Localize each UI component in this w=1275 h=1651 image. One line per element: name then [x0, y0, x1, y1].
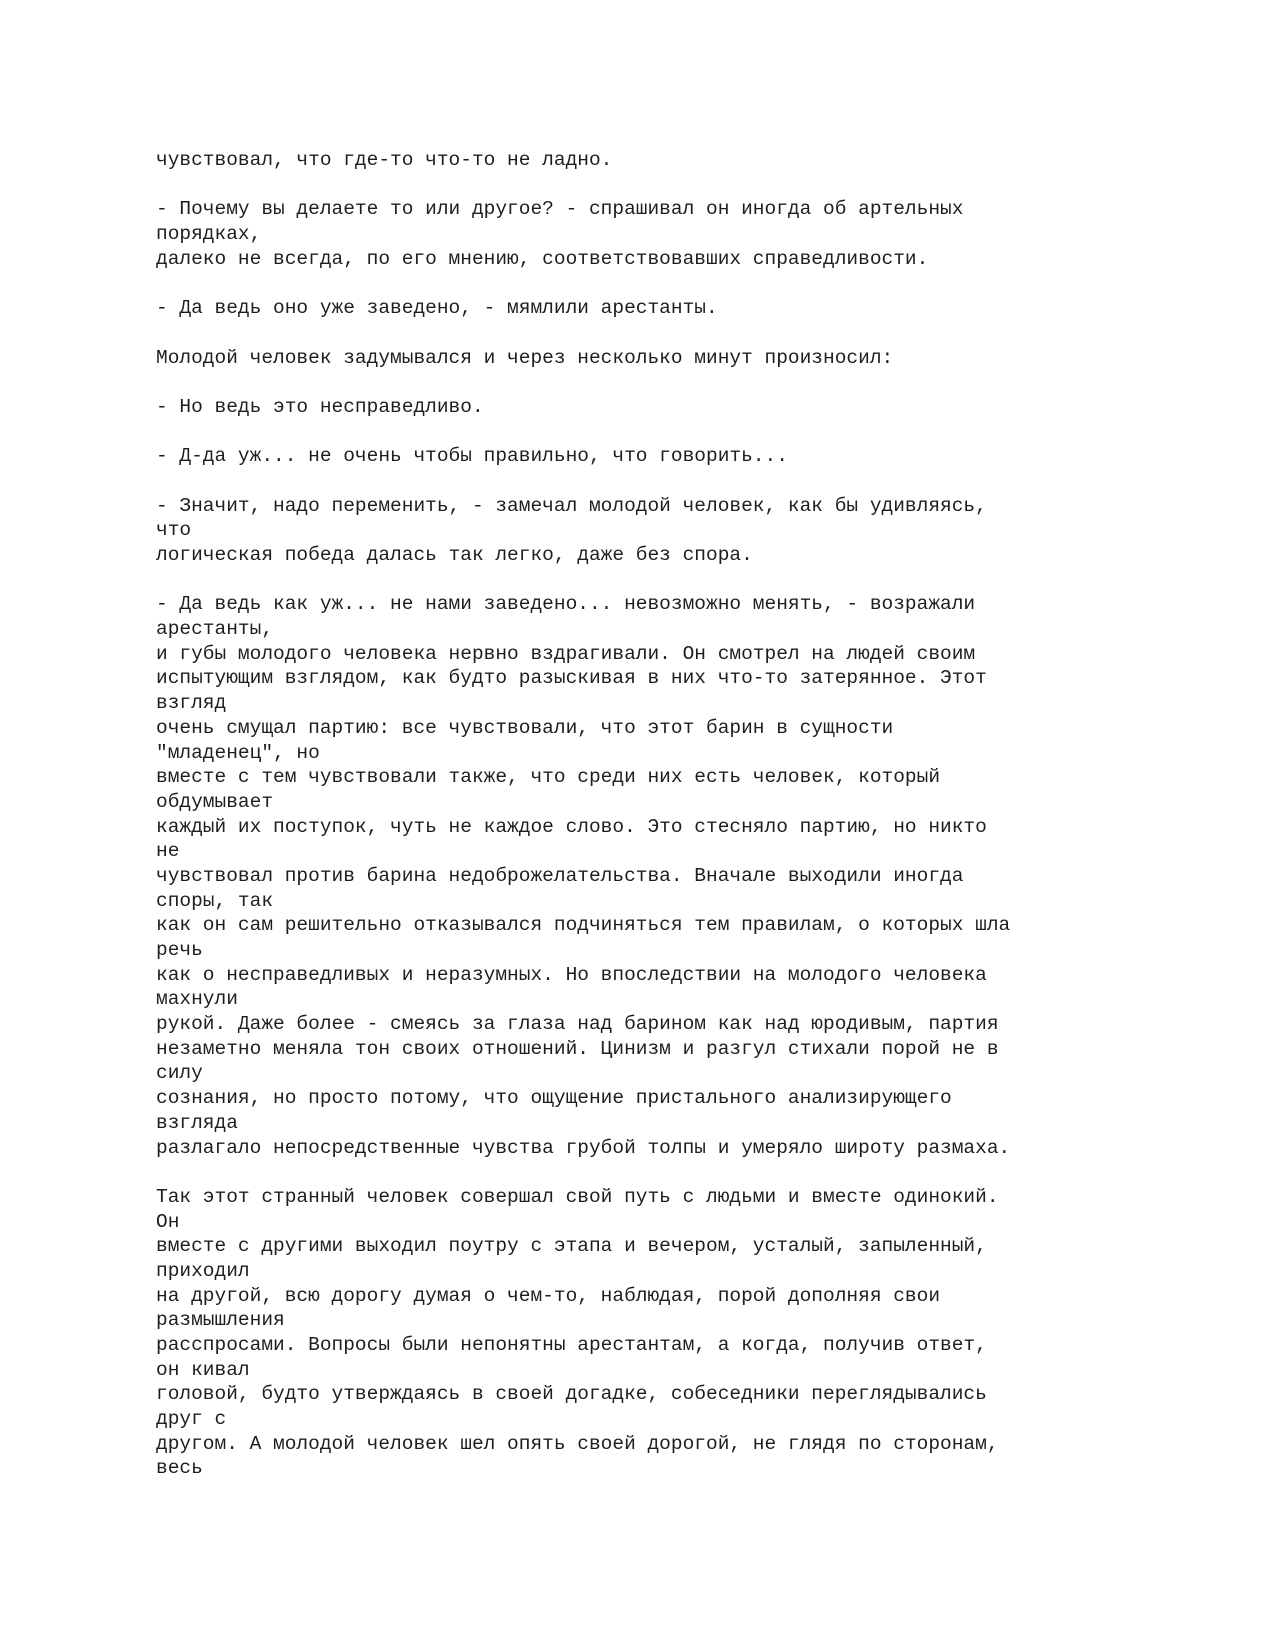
- text-line: на другой, всю дорогу думая о чем-то, наблюдая, порой дополняя свои: [156, 1284, 941, 1307]
- blank-line: [156, 271, 1216, 296]
- text-line: расспросами. Вопросы были непонятны арестантам, а когда, получив ответ,: [156, 1334, 987, 1356]
- text-line: каждый их поступок, чуть не каждое слово. Это стесняло партию, но никто: [156, 815, 987, 838]
- text-line: логическая победа далась так легко, даже без спора.: [156, 544, 753, 566]
- text-line: чувствовал, что где-то что-то не ладно.: [156, 149, 613, 171]
- text-line: - Д-да уж... не очень чтобы правильно, что говорить...: [156, 445, 788, 468]
- text-line: Так этот странный человек совершал свой путь с людьми и вместе одинокий.: [156, 1185, 999, 1208]
- text-line: - Значит, надо переменить, - замечал молодой человек, как бы удивляясь,: [156, 494, 987, 517]
- blank-line: [156, 321, 1216, 346]
- text-line: рукой. Даже более - смеясь за глаза над барином как над юродивым, партия: [156, 1013, 999, 1036]
- text-line: размышления: [156, 1309, 285, 1332]
- text-line: головой, будто утверждаясь в своей догадке, собеседники переглядывались: [156, 1383, 987, 1406]
- text-line: испытующим взглядом, как будто разыскивая в них что-то затерянное. Этот: [156, 667, 987, 690]
- text-line: далеко не всегда, по его мнению, соответствовавших справедливости.: [156, 247, 929, 270]
- text-line: вместе с тем чувствовали также, что среди них есть человек, который: [156, 766, 941, 789]
- blank-line: [156, 568, 1216, 593]
- document-text: [156, 148, 1216, 1481]
- text-line: не: [156, 840, 180, 863]
- text-line: сознания, но просто потому, что ощущение пристального анализирующего: [156, 1087, 952, 1110]
- text-line: - Да ведь как уж... не нами заведено... невозможно менять, - возражали: [156, 593, 976, 616]
- text-line: очень смущал партию: все чувствовали, что этот барин в сущности: [156, 716, 894, 739]
- text-line: незаметно меняла тон своих отношений. Цинизм и разгул стихали порой не в: [156, 1037, 999, 1060]
- blank-line: [156, 173, 1216, 198]
- text-line: как он сам решительно отказывался подчиняться тем правилам, о которых шла: [156, 914, 1011, 937]
- text-line: как о несправедливых и неразумных. Но впоследствии на молодого человека: [156, 963, 987, 986]
- text-line: - Но ведь это несправедливо.: [156, 395, 484, 418]
- text-line: разлагало непосредственные чувства грубой толпы и умеряло широту размаха.: [156, 1136, 1011, 1159]
- text-line: арестанты,: [156, 618, 274, 641]
- text-line: вместе с другими выходил поутру с этапа и вечером, усталый, запыленный,: [156, 1235, 987, 1258]
- text-line: чувствовал против барина недоброжелательства. Вначале выходили иногда: [156, 864, 964, 887]
- text-line: и губы молодого человека нервно вздрагивали. Он смотрел на людей своим: [156, 642, 976, 665]
- blank-line: [156, 1160, 1216, 1185]
- text-line: весь: [156, 1457, 203, 1480]
- text-line: обдумывает: [156, 790, 274, 813]
- blank-line: [156, 420, 1216, 445]
- text-line: - Почему вы делаете то или другое? - спрашивал он иногда об артельных: [156, 198, 964, 221]
- text-line: силу: [156, 1062, 203, 1085]
- text-line: споры, так: [156, 889, 274, 912]
- text-line: "младенец", но: [156, 741, 320, 764]
- text-line: он кивал: [156, 1358, 250, 1381]
- blank-line: [156, 370, 1216, 395]
- text-line: Молодой человек задумывался и через несколько минут произносил:: [156, 346, 894, 369]
- text-line: речь: [156, 939, 203, 961]
- text-line: взгляд: [156, 692, 227, 715]
- text-line: приходил: [156, 1259, 250, 1282]
- text-line: взгляда: [156, 1111, 238, 1134]
- text-line: порядках,: [156, 223, 262, 246]
- text-line: - Да ведь оно уже заведено, - мямлили арестанты.: [156, 297, 718, 320]
- text-line: махнули: [156, 988, 238, 1011]
- text-line: другом. А молодой человек шел опять своей дорогой, не глядя по сторонам,: [156, 1432, 999, 1455]
- blank-line: [156, 469, 1216, 494]
- text-line: друг с: [156, 1408, 227, 1431]
- text-line: что: [156, 519, 192, 542]
- text-line: Он: [156, 1210, 180, 1233]
